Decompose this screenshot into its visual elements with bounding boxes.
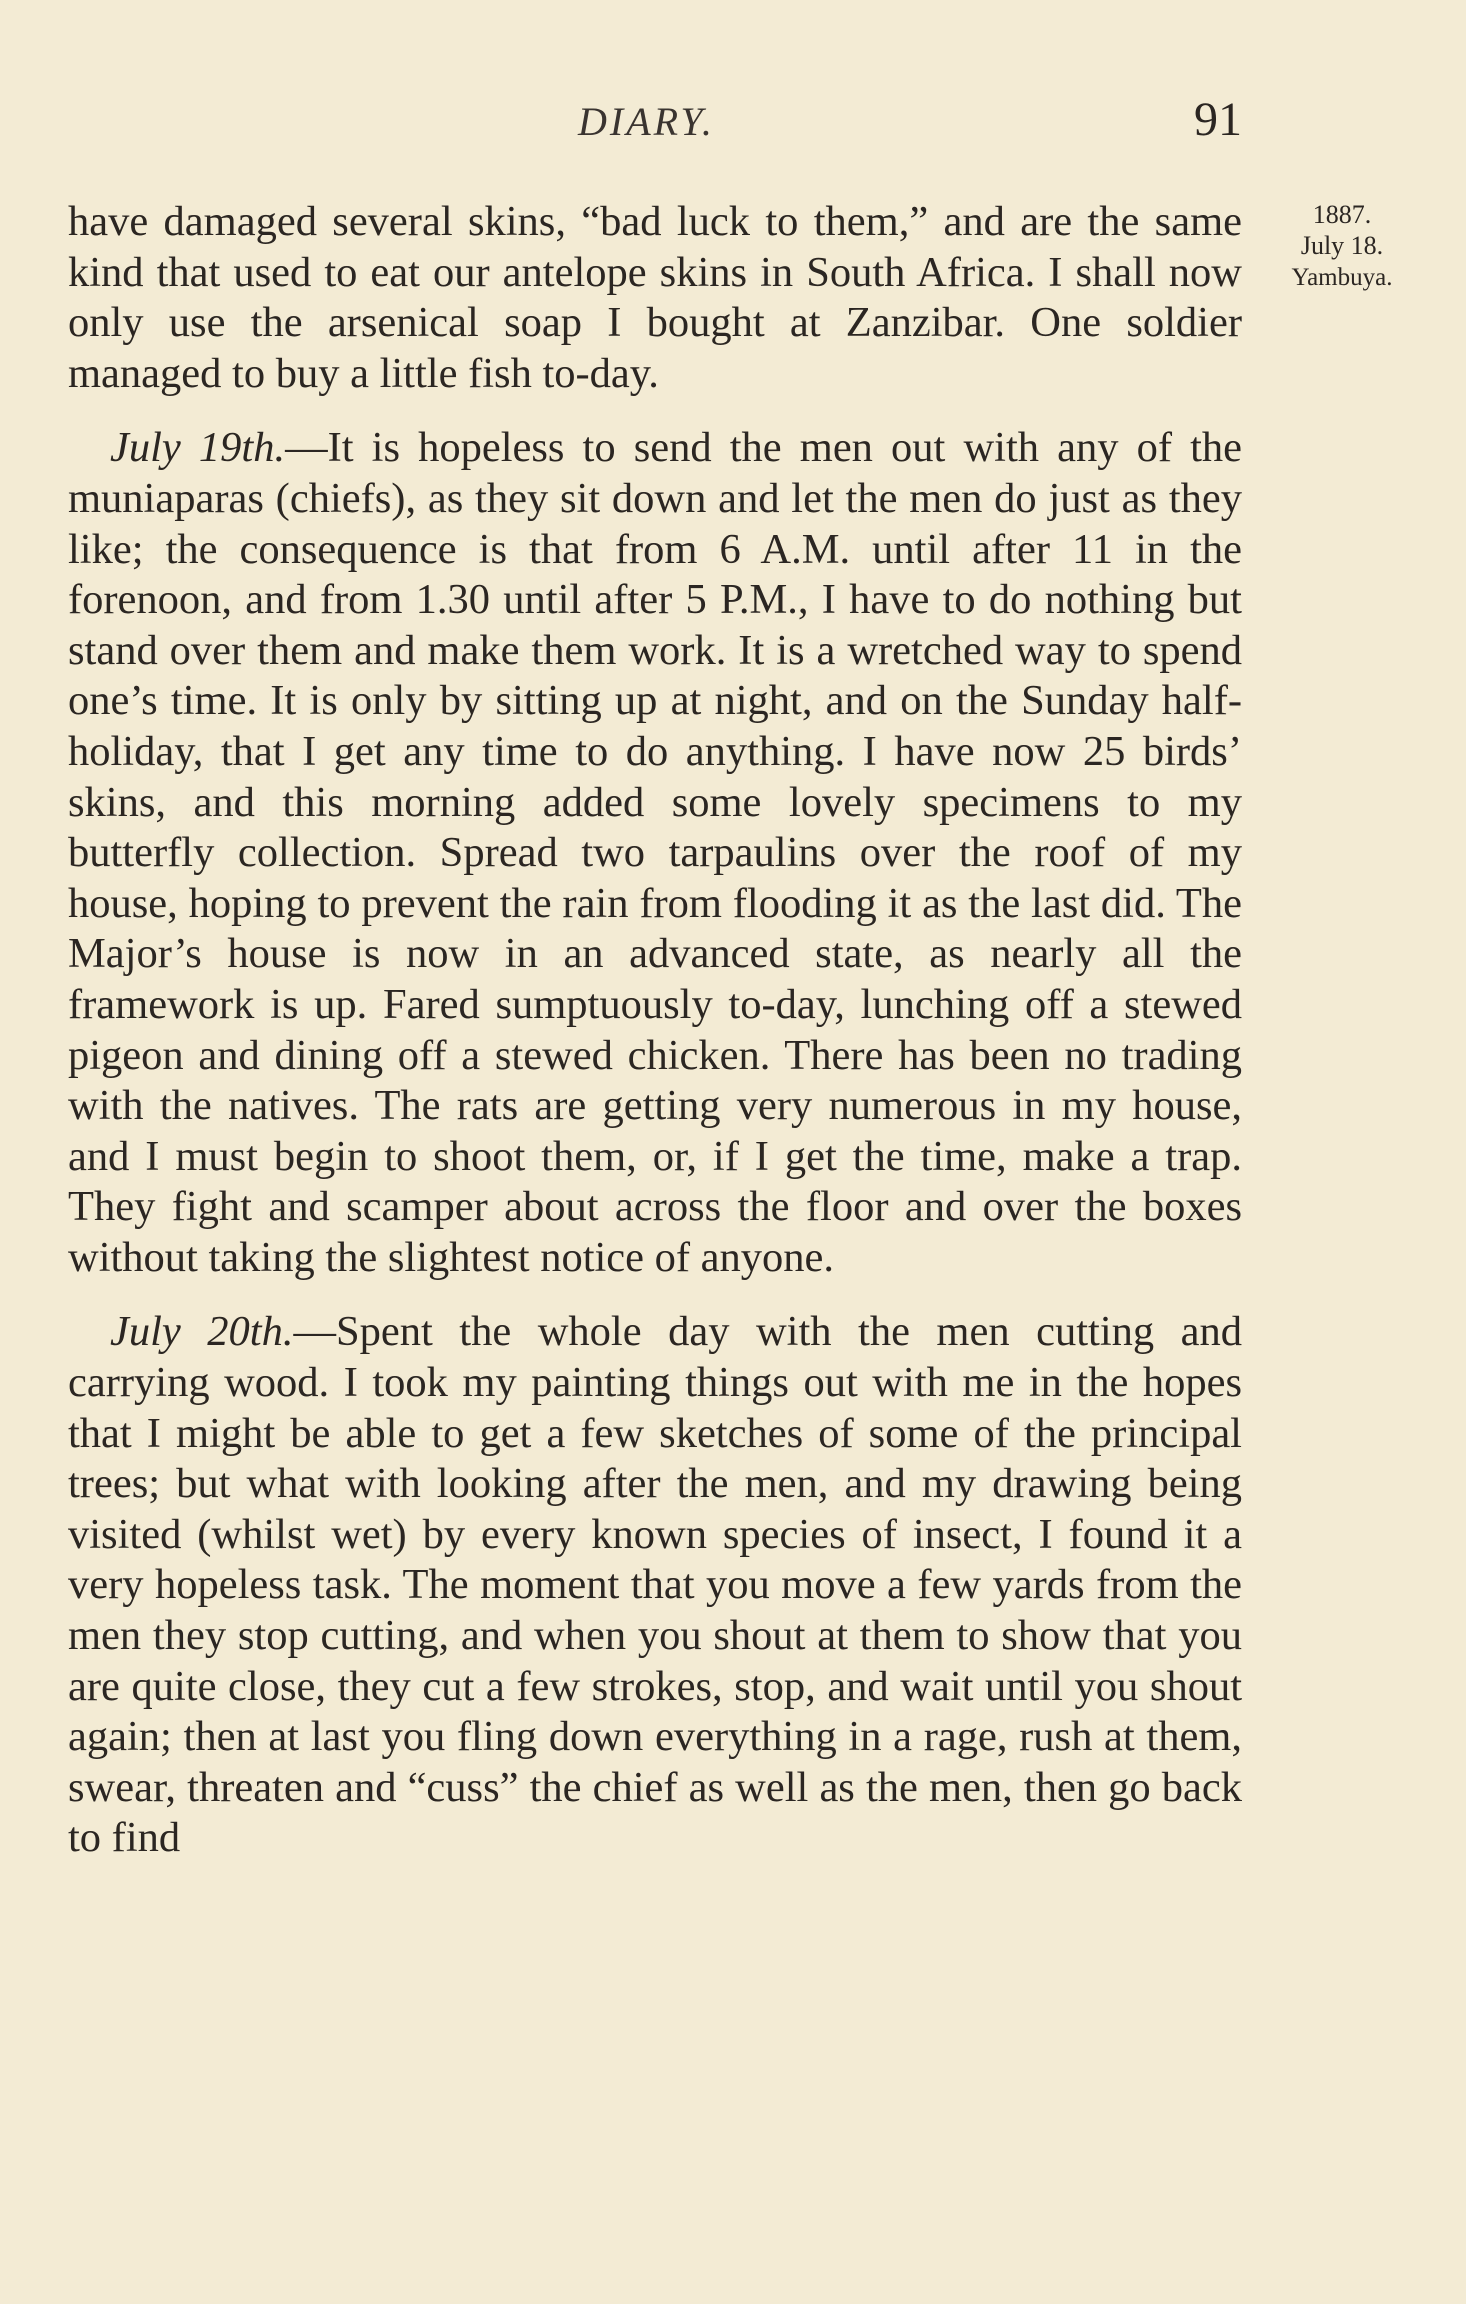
page-number: 91 [1194,93,1242,146]
running-head [68,92,1242,152]
entry-text: —Spent the whole day with the men cutting and carrying wood. I took my painting things out with me in the hopes that I might be able to get a few sketches of some of the principal trees; but what with looking after the men, and my drawing being visited (whilst wet) by every known species of insect, I found it a very hopeless task. The moment that you move a few yards from the men they stop cutting, and when you shout at them to show that you are quite close, they cut a few strokes, stop, and wait until you shout again; then at last you fling down everything in a rage, rush at them, swear, threaten and “cuss” the chief as well as the men, then go back to find [68,1308,1243,1862]
paragraph-continuation [68,197,1242,399]
paragraph-text: have damaged several skins, “bad luck to them,” and are the same kind that used to eat our antelope skins in South Africa. I shall now only use the arsenical soap I bought at Zanzibar. One soldier managed to buy a little fish to-day. [68,198,1242,397]
diary-entry-july-19 [68,423,1242,1283]
margin-note [1262,200,1422,294]
entry-date: July 20th. [110,1308,294,1356]
margin-note-place: Yambuya. [1291,264,1393,291]
entry-date: July 19th. [110,424,286,472]
body-text [68,197,1242,1864]
diary-entry-july-20 [68,1307,1242,1864]
entry-text: —It is hopeless to send the men out with any of the muniaparas (chiefs), as they sit down and let the men do just as they like; the consequence is that from 6 A.M. until after 11 in the forenoon, and from 1.30 until after 5 P.M., I have to do nothing but stand over them and make them work. It is a wretched way to spend one’s time. It is only by sitting up at night, and on the Sunday half-holiday, that I get any time to do anything. I have now 25 birds’ skins, and this morning added some lovely specimens to my butterfly collection. Spread two tarpaulins over the roof of my house, hoping to prevent the rain from flooding it as the last did. The Major’s house is now in an advanced state, as nearly all the framework is up. Fared sumptuously to-day, lunching off a stewed pigeon and dining off a stewed chicken. There has been no trading with the natives. The rats are getting very numerous in my house, and I must begin to shoot them, or, if I get the time, make a trap. They fight and scamper about across the floor and over the boxes without taking the slightest notice of anyone. [68,424,1243,1281]
running-title: DIARY. [578,99,715,144]
margin-note-date: July 18. [1300,231,1384,260]
margin-note-year: 1887. [1312,200,1372,229]
